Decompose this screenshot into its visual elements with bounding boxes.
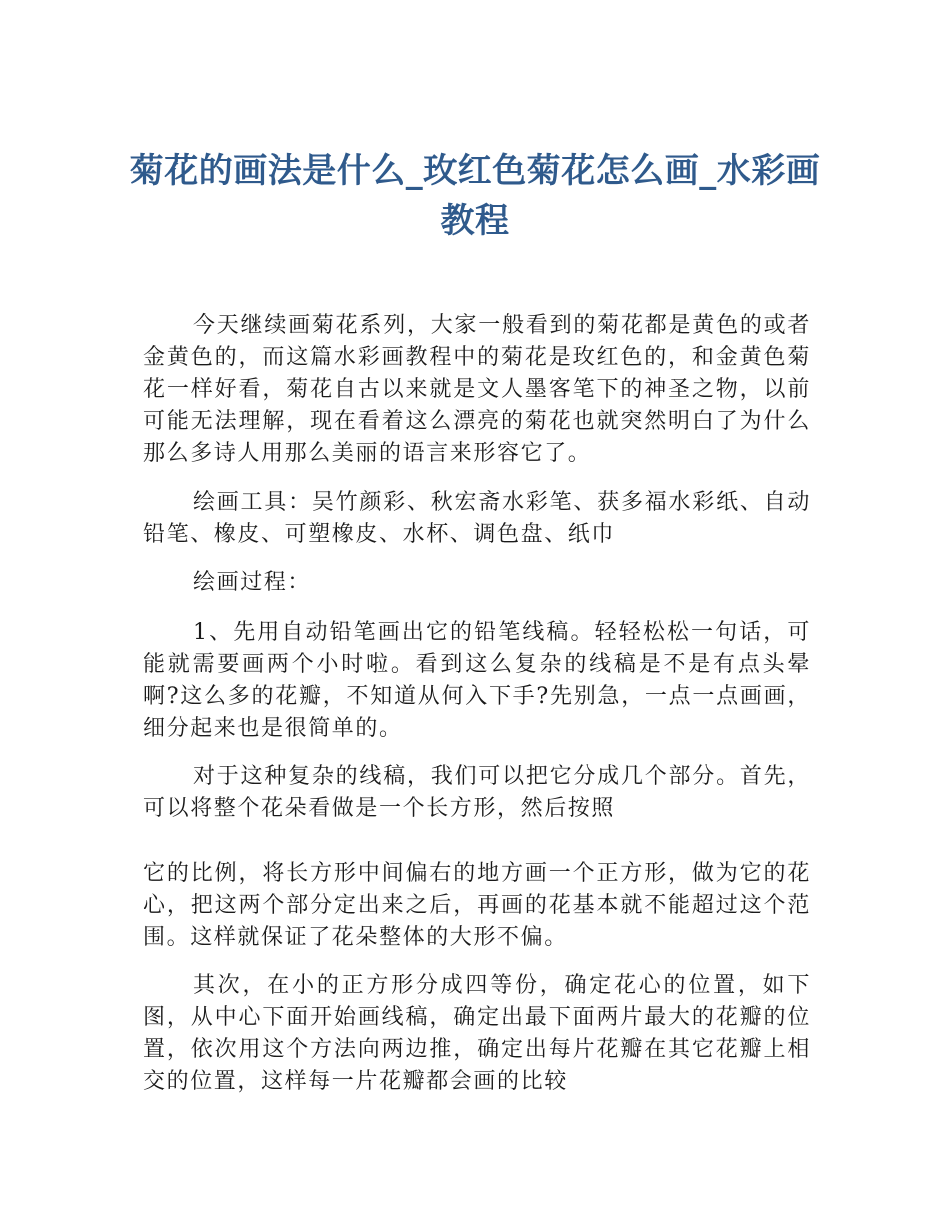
paragraph-sketch-division: 对于这种复杂的线稿，我们可以把它分成几个部分。首先，可以将整个花朵看做是一个长方形，然后按照 [143, 764, 811, 821]
paragraph-petal-position: 其次，在小的正方形分成四等份，确定花心的位置，如下图，从中心下面开始画线稿，确定出最下面两片最大的花瓣的位置，依次用这个方法向两边推，确定出每片花瓣在其它花瓣上相交的位置，这样每一片花瓣都会画的比较 [143, 973, 811, 1094]
paragraph-intro: 今天继续画菊花系列，大家一般看到的菊花都是黄色的或者金黄色的，而这篇水彩画教程中的菊花是玫红色的，和金黄色菊花一样好看，菊花自古以来就是文人墨客笔下的神圣之物，以前可能无法理解，现在看着这么漂亮的菊花也就突然明白了为什么那么多诗人用那么美丽的语言来形容它了。 [143, 313, 811, 466]
paragraph-step-1: 1、先用自动铅笔画出它的铅笔线稿。轻轻松松一句话，可能就需要画两个小时啦。看到这么复杂的线稿是不是有点头晕啊?这么多的花瓣，不知道从何入下手?先别急，一点一点画画，细分起来也是很简单的。 [143, 620, 811, 741]
paragraph-process-heading: 绘画过程： [193, 570, 312, 595]
paragraph-proportion: 它的比例，将长方形中间偏右的地方画一个正方形，做为它的花心，把这两个部分定出来之后，再画的花基本就不能超过这个范围。这样就保证了花朵整体的大形不偏。 [143, 861, 811, 950]
paragraph-tools: 绘画工具：吴竹颜彩、秋宏斋水彩笔、获多福水彩纸、自动铅笔、橡皮、可塑橡皮、水杯、调色盘、纸巾 [143, 490, 811, 547]
page-title: 菊花的画法是什么_玫红色菊花怎么画_水彩画教程 [129, 151, 821, 241]
